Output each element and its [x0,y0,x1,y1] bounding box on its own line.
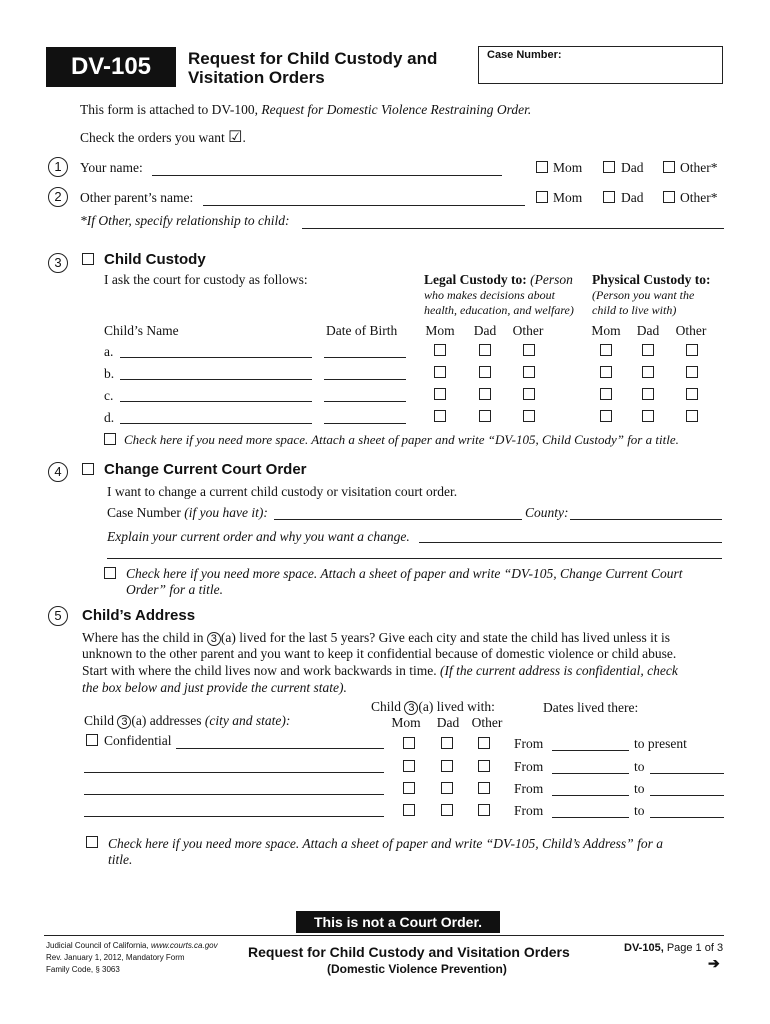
legal-other-checkbox[interactable] [523,344,535,356]
confidential-checkbox[interactable] [86,734,98,746]
lived-dad-checkbox[interactable] [441,782,453,794]
item2-mom-checkbox[interactable] [536,191,548,203]
to-date-field[interactable] [650,817,724,818]
address-field[interactable] [84,816,384,817]
physical-other-checkbox[interactable] [686,366,698,378]
address-instructions-1: Where has the child in 3 (a) lived for the last 5 years? Give each city and state the child has lived unless it is [82,630,670,645]
physical-mom-checkbox[interactable] [600,388,612,400]
col-date-of-birth: Date of Birth [326,323,398,338]
address-instructions-3: Start with where the child lives now and work backwards in time. (If the current address is confidential, check [82,663,678,678]
item2-other-label: Other* [680,190,718,205]
lived-dad-checkbox[interactable] [441,804,453,816]
lived-other-checkbox[interactable] [478,737,490,749]
physical-other-checkbox[interactable] [686,410,698,422]
want-change-text: I want to change a current child custody or visitation court order. [107,484,458,499]
dob-field[interactable] [324,401,406,402]
legal-dad-checkbox[interactable] [479,366,491,378]
lived-mom-checkbox[interactable] [403,782,415,794]
child-custody-checkbox[interactable] [82,253,94,265]
custody-more-space-text: Check here if you need more space. Attach a sheet of paper and write “DV-105, Child Custody” for a title. [124,432,679,447]
dob-field[interactable] [324,379,406,380]
physical-dad-checkbox[interactable] [642,344,654,356]
item-ref-3: 3 [207,632,221,646]
lived-mom-checkbox[interactable] [403,760,415,772]
to-label: to [634,803,645,818]
col-physical-dad: Dad [636,323,660,338]
footer-council: Judicial Council of California, www.courts.ca.gov [46,941,218,950]
to-date-field[interactable] [650,773,724,774]
physical-other-checkbox[interactable] [686,388,698,400]
lived-mom-checkbox[interactable] [403,804,415,816]
confidential-label: Confidential [104,733,172,748]
legal-dad-checkbox[interactable] [479,344,491,356]
to-present-label: to present [634,736,687,751]
legal-custody-heading: Legal Custody to: (Person [424,272,573,287]
from-label: From [514,803,544,818]
custody-more-space-checkbox[interactable] [104,433,116,445]
child-name-field[interactable] [120,357,312,358]
from-date-field[interactable] [552,750,629,751]
lived-other-checkbox[interactable] [478,760,490,772]
col-child-name: Child’s Name [104,323,179,338]
form-code: DV-105 [70,53,152,80]
legal-dad-checkbox[interactable] [479,388,491,400]
not-court-order-banner: This is not a Court Order. [296,911,500,933]
physical-other-checkbox[interactable] [686,344,698,356]
legal-custody-desc1: who makes decisions about [424,288,555,302]
physical-dad-checkbox[interactable] [642,366,654,378]
dob-field[interactable] [324,357,406,358]
change-more-space-text-1: Check here if you need more space. Attach a sheet of paper and write “DV-105, Change Current Court [126,566,683,581]
item-3-number: 3 [48,253,68,273]
lived-other-checkbox[interactable] [478,804,490,816]
physical-mom-checkbox[interactable] [600,410,612,422]
legal-other-checkbox[interactable] [523,388,535,400]
case-number-field[interactable] [274,519,522,520]
item1-dad-label: Dad [621,160,644,175]
physical-mom-checkbox[interactable] [600,344,612,356]
change-more-space-checkbox[interactable] [104,567,116,579]
relationship-field[interactable] [302,228,724,229]
physical-custody-heading: Physical Custody to: [592,272,711,287]
address-more-space-checkbox[interactable] [86,836,98,848]
custody-row-c: c. [0,388,770,408]
address-instructions-2: unknown to the other parent and you want to keep it confidential because of domestic violence or child abuse. [82,646,677,661]
lived-with-mom: Mom [391,715,421,730]
item1-other-label: Other* [680,160,718,175]
physical-dad-checkbox[interactable] [642,410,654,422]
physical-custody-desc2: child to live with) [592,303,677,317]
child-custody-title: Child Custody [104,251,206,268]
item1-dad-checkbox[interactable] [603,161,615,173]
custody-row-d: d. [0,410,770,430]
county-field[interactable] [570,519,722,520]
item-1-number: 1 [48,157,68,177]
legal-mom-checkbox[interactable] [434,410,446,422]
custody-row-b: b. [0,366,770,386]
from-label: From [514,759,544,774]
item2-dad-checkbox[interactable] [603,191,615,203]
check-orders-note: Check the orders you want ☑. [80,129,246,146]
change-more-space-text-2: Order” for a title. [126,582,224,597]
form-title-line2: Visitation Orders [188,68,325,87]
dates-lived-heading: Dates lived there: [543,700,639,715]
other-parent-label: Other parent’s name: [80,190,194,205]
from-date-field[interactable] [552,795,629,796]
footer-title: Request for Child Custody and Visitation Orders [248,944,570,960]
item-ref-3: 3 [117,715,131,729]
col-legal-dad: Dad [473,323,497,338]
change-order-checkbox[interactable] [82,463,94,475]
form-title-line1: Request for Child Custody and [188,49,438,68]
lived-mom-checkbox[interactable] [403,737,415,749]
child-name-field[interactable] [120,401,312,402]
checked-box-icon: ☑ [228,129,243,146]
item1-mom-label: Mom [553,160,583,175]
col-legal-mom: Mom [425,323,455,338]
physical-dad-checkbox[interactable] [642,388,654,400]
footer-subtitle: (Domestic Violence Prevention) [327,962,507,976]
from-label: From [514,781,544,796]
lived-dad-checkbox[interactable] [441,737,453,749]
address-field[interactable] [84,772,384,773]
item-ref-3: 3 [404,701,418,715]
physical-custody-desc1: (Person you want the [592,288,695,302]
legal-other-checkbox[interactable] [523,366,535,378]
from-date-field[interactable] [552,773,629,774]
item-4-number: 4 [48,462,68,482]
item1-mom-checkbox[interactable] [536,161,548,173]
footer-code: Family Code, § 3063 [46,965,120,974]
explain-field-1[interactable] [419,542,722,543]
if-other-label: *If Other, specify relationship to child: [80,213,290,228]
item2-mom-label: Mom [553,190,583,205]
from-date-field[interactable] [552,817,629,818]
your-name-field[interactable] [152,175,502,176]
item-2-number: 2 [48,187,68,207]
item-5-number: 5 [48,606,68,626]
physical-mom-checkbox[interactable] [600,366,612,378]
footer-revision: Rev. January 1, 2012, Mandatory Form [46,953,185,962]
item2-dad-label: Dad [621,190,644,205]
case-number-label: Case Number: [487,49,562,61]
change-order-title: Change Current Court Order [104,461,307,478]
child-name-field[interactable] [120,423,312,424]
explain-label: Explain your current order and why you want a change. [107,529,410,544]
legal-other-checkbox[interactable] [523,410,535,422]
lived-with-heading: Child 3 (a) lived with: [371,699,495,714]
attached-note: This form is attached to DV-100, Request for Domestic Violence Restraining Order. [80,102,532,117]
next-page-arrow-icon: ➔ [708,955,720,971]
footer-page: DV-105, Page 1 of 3 [624,942,724,954]
lived-dad-checkbox[interactable] [441,760,453,772]
other-parent-field[interactable] [203,205,525,206]
custody-ask-text: I ask the court for custody as follows: [104,272,308,287]
to-label: to [634,781,645,796]
col-physical-other: Other [675,323,707,338]
case-number-prompt: Case Number (if you have it): [107,505,268,520]
child-name-field[interactable] [120,379,312,380]
item1-other-checkbox[interactable] [663,161,675,173]
lived-with-dad: Dad [436,715,460,730]
legal-mom-checkbox[interactable] [434,344,446,356]
lived-other-checkbox[interactable] [478,782,490,794]
address-instructions-4: the box below and just provide the current state). [82,680,347,695]
address-field[interactable] [84,794,384,795]
childs-address-title: Child’s Address [82,607,196,624]
legal-mom-checkbox[interactable] [434,388,446,400]
lived-with-other: Other [471,715,503,730]
legal-dad-checkbox[interactable] [479,410,491,422]
county-label: County: [525,505,569,520]
address-field[interactable] [176,748,384,749]
address-more-space-text-1: Check here if you need more space. Attach a sheet of paper and write “DV-105, Child’s Address” for a [108,836,663,851]
from-label: From [514,736,544,751]
dob-field[interactable] [324,423,406,424]
legal-custody-desc2: health, education, and welfare) [424,303,574,317]
footer-divider [44,935,724,936]
col-physical-mom: Mom [591,323,621,338]
your-name-label: Your name: [80,160,143,175]
explain-field-2[interactable] [107,558,722,559]
col-legal-other: Other [512,323,544,338]
to-label: to [634,759,645,774]
address-more-space-text-2: title. [108,852,133,867]
addresses-label: Child 3 (a) addresses (city and state): [84,713,291,728]
legal-mom-checkbox[interactable] [434,366,446,378]
to-date-field[interactable] [650,795,724,796]
item2-other-checkbox[interactable] [663,191,675,203]
custody-row-a: a. [0,344,770,364]
